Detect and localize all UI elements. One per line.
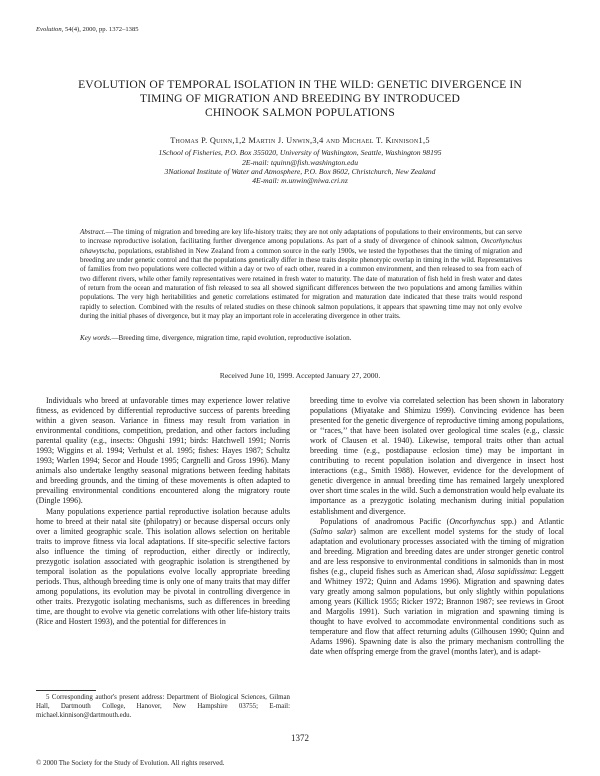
affiliation-1: 1School of Fisheries, P.O. Box 355020, University of Washington, Seattle, Washington 98195 [158, 148, 442, 157]
footnote-divider [36, 690, 96, 691]
body-column-left [36, 396, 290, 627]
body-column-right [310, 396, 564, 657]
journal-name: Evolution, [36, 26, 64, 33]
abstract-text-a: —The timing of migration and breeding are key life-history traits; they are not only adaptations of populations to their environments, but can serve to increase reproductive isolation, facilitating further divergence among populations. As part of a study of divergence of chinook salmon, [80, 228, 522, 246]
abstract-label: Abstract. [80, 228, 106, 236]
page-number: 1372 [291, 733, 309, 743]
abstract-species: Oncorhynchus tshawytscha [80, 237, 522, 255]
species-name: Salmo salar [312, 526, 354, 536]
journal-volume: 54(4), 2000, pp. 1372–1385 [63, 26, 139, 33]
article-title [40, 78, 560, 120]
title-line-3: CHINOOK SALMON POPULATIONS [204, 106, 396, 119]
body-text: : Leggett and Whitney 1972; Quinn and Adams 1996). Migration and spawning dates vary greatly among salmon populations, but only slightly within populations among years (Killick 1955; Ricker 1972; Brannon 1987; see reviews in Groot and Margolis 1991). Such variation in migration and spawning timing is thought to have evolved to accommodate environmental conditions such as temperature and flow that affect returning adults (Gilhousen 1990; Quinn and Adams 1996). Spawning date is also the primary mechanism controlling the date when offspring emerge from the gravel (months later), and is adapt- [310, 566, 564, 657]
title-line-1: EVOLUTION OF TEMPORAL ISOLATION IN THE WILD: GENETIC DIVERGENCE IN [78, 78, 522, 91]
body-text: spp.) and Atlantic ( [310, 516, 565, 536]
species-name: Oncorhynchus [449, 516, 496, 526]
abstract-text-b: , populations, established in New Zealand from a common source in the early 1900s, we tested the hypotheses that the timing of migration and breeding are under genetic control and that the populations genetically differ in these traits despite phenotypic overlap in timing in the wild. Representatives of families from two populations were collected within a day or two of each other, reared in a common environment, and then released to sea from each of two different rivers, while other family representatives were retained in fresh water to maturity. The date of maturation of fish held in fresh water and dates of return from the ocean and maturation of fish released to sea all showed significant differences between the two populations and among families within populations. The very high heritabilities and genetic correlations estimated for migration and maturation date indicated that these traits would respond rapidly to selection. Combined with the results of related studies on these chinook salmon populations, it appears that spawning time may not only evolve during the initial phases of divergence, but it may play an important role in accelerating divergence in other traits. [80, 246, 522, 321]
received-dates: Received June 10, 1999. Accepted January 27, 2000. [219, 371, 381, 380]
affiliation-email-1: 2E-mail: tquinn@fish.washington.edu [241, 158, 359, 167]
body-paragraph: Many populations experience partial reproductive isolation because adults home to breed at their natal site (philopatry) or because dispersal occurs only over a limited geographic scale. This isolation allows selection on heritable traits to improve fitness via local adaptations. If site-specific selective factors also influence the timing of reproduction, either directly or indirectly, prezygotic isolation associated with geographic isolation is strengthened by temporal isolation as the populations evolve locally appropriate breeding periods. Thus, although breeding time is only one of many traits that may differ among populations, its evolution may be pivotal in controlling divergence in other traits. Prezygotic isolating mechanisms, such as differences in breeding time, are thought to evolve via genetic correlations with other life-history traits (Rice and Hostert 1993), and the potential for differences in [36, 506, 290, 627]
keywords [80, 334, 522, 343]
body-text: ) salmon are excellent model systems for the study of local adaptation and evolutionary processes associated with the timing of migration and breeding. Migration and breeding dates are under stronger genetic control and are less responsive to environmental conditions in salmonids than in most fishes (e.g., clupeid fishes such as American shad, [310, 526, 564, 576]
body-paragraph: breeding time to evolve via correlated selection has been shown in laboratory populations (Miyatake and Shimizu 1999). Convincing evidence has been presented for the genetic divergence of reproductive timing among populations, or ‘‘races,’’ that have been isolated over geological time scales (e.g., classic work of Clausen et al. 1940). Likewise, temporal traits other than actual breeding time (e.g., postdiapause eclosion time) may be important in contributing to recent population isolation and divergence in insect host interactions (e.g., Smith 1988). However, evidence for the development of genetic divergence in annual breeding time has remained largely unexplored over short time scales in the wild. Such a demonstration would help evaluate its importance as a prezygotic isolating mechanism during initial population establishment and divergence. [310, 396, 564, 516]
journal-citation [36, 26, 139, 33]
abstract [80, 228, 522, 321]
body-paragraph [310, 517, 564, 658]
body-paragraph: Individuals who breed at unfavorable times may experience lower relative fitness, as evidenced by differential reproductive success of parents breeding within a given season. Variance in fitness may result from variation in environmental conditions, competition, predation, and other factors including parental quality (e.g., insects: Ohgushi 1991; birds: Hatchwell 1991; Norris 1993; Wiggins et al. 1994; Verhulst et al. 1995; fishes: Hayes 1987; Schultz 1993; Warlen 1994; Secor and Houde 1995; Cargnelli and Gross 1996). Many animals also undertake lengthy seasonal migrations between feeding habitats and breeding grounds, and the timing of these movements is often adapted to prevailing environmental conditions encountered along the migratory route (Dingle 1996). [36, 396, 290, 506]
affiliation-2: 3National Institute of Water and Atmosphere, P.O. Box 8602, Christchurch, New Zealand [164, 167, 436, 176]
keywords-text: —Breeding time, divergence, migration time, rapid evolution, reproductive isolation. [111, 334, 352, 342]
footnote: 5 Corresponding author's present address: Department of Biological Sciences, Gilman Hall, Dartmouth College, Hanover, New Hampshire 03755; E-mail: michael.kinnison@dartmouth.edu. [36, 694, 290, 719]
species-name: Alosa sapidissima [476, 566, 535, 576]
author-list: Thomas P. Quinn,1,2 Martin J. Unwin,3,4 and Michael T. Kinnison1,5 [170, 136, 430, 145]
copyright-notice: © 2000 The Society for the Study of Evolution. All rights reserved. [36, 759, 225, 767]
title-line-2: TIMING OF MIGRATION AND BREEDING BY INTRODUCED [139, 92, 461, 105]
keywords-label: Key words. [80, 334, 112, 342]
affiliation-email-2: 4E-mail: m.unwin@niwa.cri.nz [252, 176, 348, 185]
body-text: Populations of anadromous Pacific ( [320, 516, 450, 526]
